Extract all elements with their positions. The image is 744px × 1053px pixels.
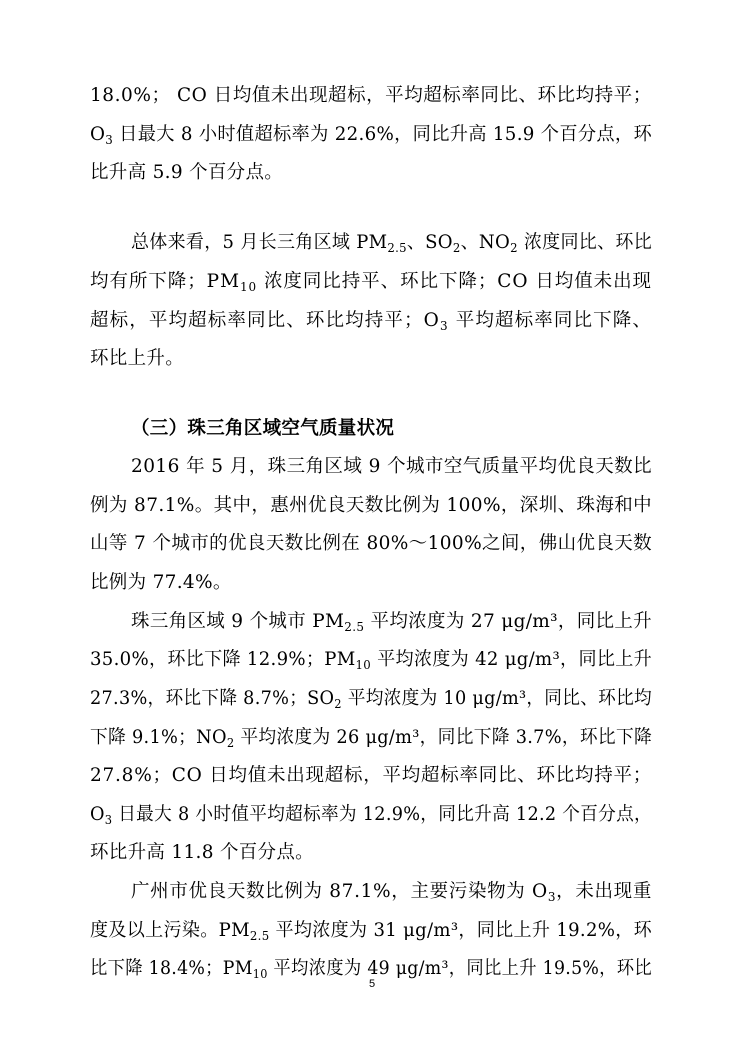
- text-line: [90, 494, 652, 518]
- text-line: [90, 726, 652, 750]
- text-line: [131, 455, 652, 479]
- text-run: O: [90, 124, 106, 145]
- subscript: 2.5: [344, 620, 365, 634]
- subscript: 2: [334, 697, 342, 711]
- text-run: 平均浓度为 27 μg/m³，同比上升: [364, 611, 652, 632]
- text-run: 平均浓度为 31 μg/m³，同比上升 19.2%，环: [269, 920, 652, 941]
- text-run: 平均浓度为 10 μg/m³，同比、环比均: [341, 688, 652, 709]
- subscript: 3: [547, 890, 557, 904]
- text-run: 均有所下降；PM: [90, 271, 240, 292]
- text-run: O: [90, 804, 105, 825]
- text-run: 18.0%； CO 日均值未出现超标，平均超标率同比、环比均持平；: [90, 85, 652, 106]
- text-line: [131, 880, 652, 904]
- text-line: [90, 919, 652, 943]
- subscript: 10: [355, 658, 372, 672]
- subscript: 2.5: [387, 241, 407, 255]
- text-run: 环比上升。: [90, 348, 185, 369]
- text-run: 山等 7 个城市的优良天数比例在 80%～100%之间，佛山优良天数: [90, 533, 652, 554]
- text-run: 35.0%，环比下降 12.9%；PM: [90, 649, 356, 670]
- text-line: [90, 648, 652, 672]
- text-run: （三）珠三角区域空气质量状况: [131, 418, 395, 439]
- subscript: 10: [252, 967, 268, 981]
- text-line: [90, 532, 652, 556]
- text-line: [131, 610, 652, 634]
- subscript: 3: [104, 813, 113, 827]
- text-line: [131, 231, 652, 255]
- text-line: [90, 803, 652, 827]
- text-line: [90, 347, 184, 371]
- subscript: 3: [105, 133, 114, 147]
- text-run: 比下降 18.4%；PM: [90, 958, 253, 979]
- text-run: 比升高 5.9 个百分点。: [90, 162, 284, 183]
- text-line: [90, 764, 652, 788]
- text-run: 比例为 77.4%。: [90, 572, 232, 593]
- page-number: 5: [368, 978, 376, 990]
- text-run: 下降 9.1%；NO: [90, 727, 227, 748]
- text-run: 超标，平均超标率同比、环比均持平；O: [90, 310, 440, 331]
- text-line: [90, 123, 652, 147]
- text-run: 浓度同比、环比: [517, 232, 652, 253]
- subscript: 10: [239, 280, 258, 294]
- subscript: 2.5: [249, 929, 270, 943]
- text-run: 广州市优良天数比例为 87.1%，主要污染物为 O: [131, 881, 548, 902]
- text-run: 平均超标率同比下降、: [448, 310, 652, 331]
- text-run: 、NO: [460, 232, 511, 253]
- text-line: [90, 309, 652, 333]
- subscript: 2: [226, 736, 235, 750]
- text-run: 平均浓度为 42 μg/m³，同比上升: [371, 649, 652, 670]
- text-run: 度及以上污染。PM: [90, 920, 250, 941]
- text-run: 27.3%，环比下降 8.7%；SO: [90, 688, 335, 709]
- text-run: ，未出现重: [556, 881, 653, 902]
- text-run: 浓度同比持平、环比下降；CO 日均值未出现: [257, 271, 652, 292]
- subscript: 3: [439, 319, 449, 333]
- section-heading: [131, 417, 394, 441]
- text-line: [90, 270, 652, 294]
- text-line: [90, 161, 283, 185]
- text-run: 总体来看，5 月长三角区域 PM: [131, 232, 388, 253]
- text-run: 珠三角区域 9 个城市 PM: [131, 611, 345, 632]
- text-run: 平均浓度为 26 μg/m³，同比下降 3.7%，环比下降: [234, 727, 653, 748]
- text-run: 27.8%；CO 日均值未出现超标，平均超标率同比、环比均持平；: [90, 765, 652, 786]
- text-run: 日最大 8 小时值超标率为 22.6%，同比升高 15.9 个百分点，环: [113, 124, 652, 145]
- text-line: [90, 841, 314, 865]
- text-line: [90, 84, 652, 108]
- text-line: [90, 687, 652, 711]
- subscript: 2: [452, 241, 461, 255]
- text-run: 环比升高 11.8 个百分点。: [90, 842, 314, 863]
- text-run: 平均浓度为 49 μg/m³，同比上升 19.5%，环比: [267, 958, 652, 979]
- text-run: 日最大 8 小时值平均超标率为 12.9%，同比升高 12.2 个百分点，: [112, 804, 652, 825]
- text-run: 2016 年 5 月，珠三角区域 9 个城市空气质量平均优良天数比: [131, 456, 652, 477]
- text-line: [90, 571, 232, 595]
- text-run: 例为 87.1%。其中，惠州优良天数比例为 100%，深圳、珠海和中: [90, 495, 652, 516]
- text-run: 、SO: [406, 232, 453, 253]
- subscript: 2: [510, 241, 518, 255]
